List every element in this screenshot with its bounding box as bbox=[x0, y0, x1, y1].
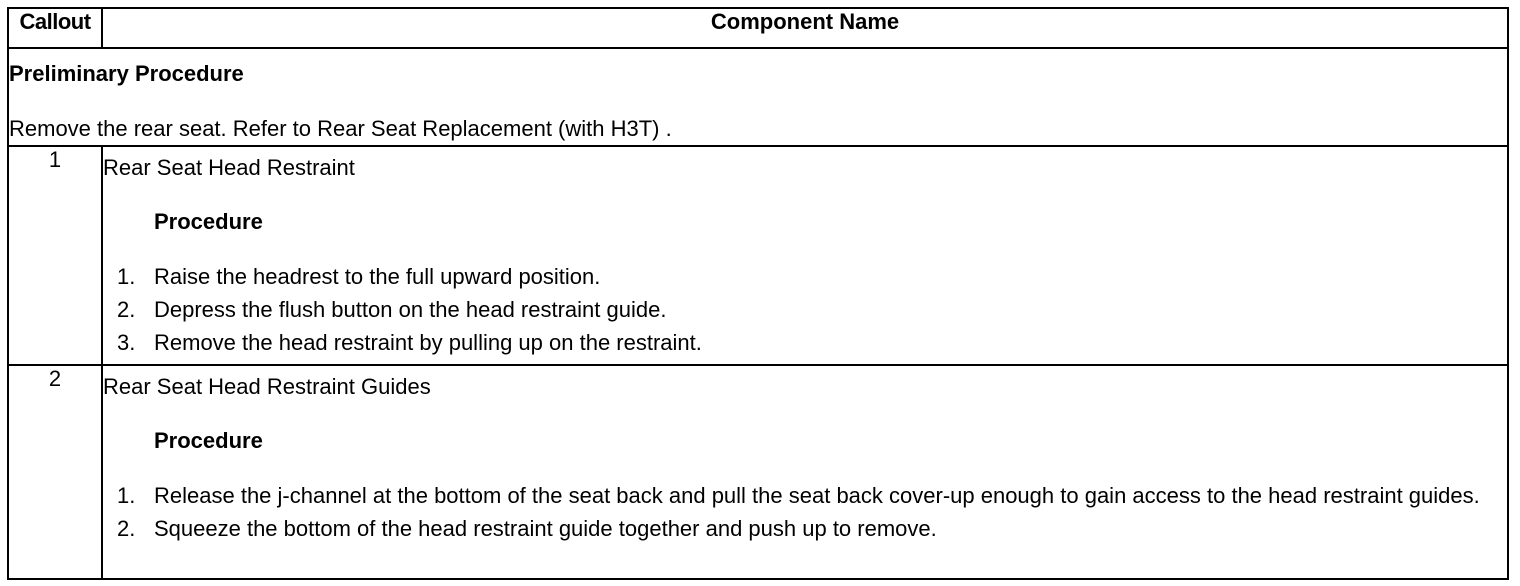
component-name: Rear Seat Head Restraint Guides bbox=[103, 374, 431, 399]
component-name-column-header: Component Name bbox=[102, 8, 1508, 48]
procedure-table bbox=[7, 7, 1509, 580]
preliminary-procedure-title: Preliminary Procedure bbox=[9, 61, 244, 86]
procedure-step bbox=[103, 263, 1507, 291]
step-number: 1. bbox=[117, 483, 136, 508]
preliminary-procedure-text: Remove the rear seat. Refer to Rear Seat Replacement (with H3T) . bbox=[9, 116, 672, 141]
header-row bbox=[8, 8, 1508, 48]
table-row bbox=[8, 146, 1508, 365]
procedure-label: Procedure bbox=[154, 428, 263, 453]
component-cell bbox=[102, 146, 1508, 365]
step-text: Remove the head restraint by pulling up on the restraint. bbox=[154, 330, 702, 355]
step-text: Raise the headrest to the full upward position. bbox=[154, 264, 601, 289]
procedure-step bbox=[103, 329, 1507, 357]
step-text: Depress the flush button on the head restraint guide. bbox=[154, 297, 667, 322]
table-row bbox=[8, 365, 1508, 579]
procedure-steps bbox=[103, 263, 1507, 357]
step-number: 2. bbox=[117, 516, 136, 541]
procedure-steps bbox=[103, 482, 1507, 543]
step-number: 1. bbox=[117, 264, 136, 289]
component-name: Rear Seat Head Restraint bbox=[103, 155, 355, 180]
step-text: Squeeze the bottom of the head restraint guide together and push up to remove. bbox=[154, 516, 937, 541]
preliminary-row bbox=[8, 48, 1508, 146]
callout-number: 2 bbox=[8, 365, 102, 579]
component-cell bbox=[102, 365, 1508, 579]
callout-column-header: Callout bbox=[8, 8, 102, 48]
procedure-step bbox=[103, 482, 1507, 510]
step-text: Release the j-channel at the bottom of the seat back and pull the seat back cover-up enough to gain access to the head restraint guides. bbox=[154, 483, 1480, 508]
procedure-step bbox=[103, 515, 1507, 543]
callout-number: 1 bbox=[8, 146, 102, 365]
preliminary-cell bbox=[8, 48, 1508, 146]
procedure-label: Procedure bbox=[154, 209, 263, 234]
step-number: 2. bbox=[117, 297, 136, 322]
procedure-step bbox=[103, 296, 1507, 324]
step-number: 3. bbox=[117, 330, 136, 355]
